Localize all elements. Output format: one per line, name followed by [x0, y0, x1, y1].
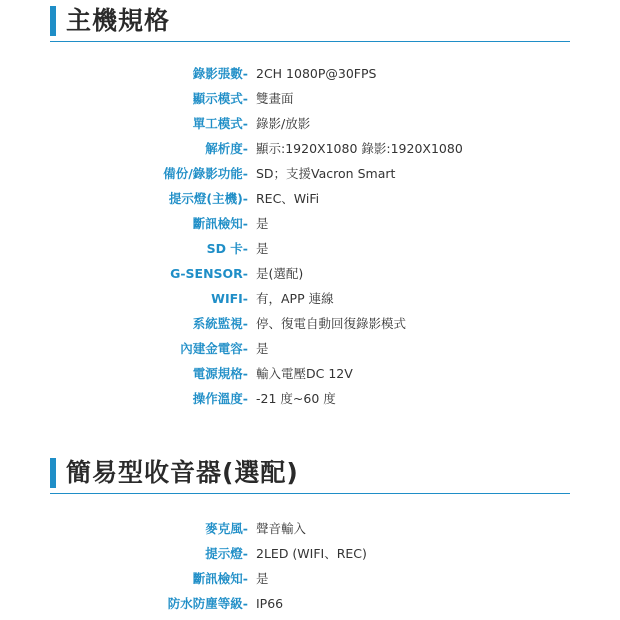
- spec-value: 停、復電自動回復錄影模式: [256, 316, 407, 331]
- spec-row: [0, 518, 620, 540]
- spec-value: REC、WiFi: [256, 191, 320, 206]
- spec-row: [0, 138, 620, 160]
- spec-row: [0, 288, 620, 310]
- spec-label: 備份/錄影功能-: [163, 166, 248, 181]
- spec-value: 是: [256, 341, 269, 356]
- spec-value: IP66: [256, 596, 284, 611]
- spec-row: [0, 593, 620, 615]
- spec-value: 是(選配): [256, 266, 304, 281]
- section-heading: [50, 4, 570, 40]
- heading-accent-bar: [50, 458, 56, 488]
- spec-row: [0, 338, 620, 360]
- spec-row: [0, 263, 620, 285]
- section-heading: [50, 456, 570, 492]
- spec-value: SD；支援Vacron Smart: [256, 166, 396, 181]
- spec-value: 2LED (WIFI、REC): [256, 546, 367, 561]
- spec-label: SD 卡-: [206, 241, 248, 256]
- spec-row: [0, 363, 620, 385]
- spec-value: 雙畫面: [256, 91, 294, 106]
- spec-label: 斷訊檢知-: [192, 571, 248, 586]
- spec-label: 防水防塵等級-: [167, 596, 248, 611]
- section-title: 主機規格: [66, 6, 171, 35]
- spec-label: 解析度-: [205, 141, 248, 156]
- spec-row: [0, 238, 620, 260]
- spec-label: 系統監視-: [192, 316, 248, 331]
- spec-value: 2CH 1080P@30FPS: [256, 66, 377, 81]
- spec-label: 斷訊檢知-: [192, 216, 248, 231]
- spec-label: 電源規格-: [192, 366, 248, 381]
- heading-underline: [50, 41, 570, 42]
- spec-value: 顯示:1920X1080 錄影:1920X1080: [256, 141, 463, 156]
- spec-value: 是: [256, 241, 269, 256]
- spec-row: [0, 188, 620, 210]
- spec-label: 提示燈-: [205, 546, 248, 561]
- heading-accent-bar: [50, 6, 56, 36]
- spec-value: -21 度~60 度: [256, 391, 336, 406]
- spec-row: [0, 113, 620, 135]
- spec-label: 提示燈(主機)-: [168, 191, 248, 206]
- spec-label: 單工模式-: [192, 116, 248, 131]
- spec-value: 輸入電壓DC 12V: [256, 366, 353, 381]
- spec-row: [0, 213, 620, 235]
- spec-label: 麥克風-: [205, 521, 248, 536]
- spec-value: 是: [256, 571, 269, 586]
- heading-underline: [50, 493, 570, 494]
- section-title: 簡易型收音器(選配): [66, 458, 299, 487]
- spec-value: 聲音輸入: [256, 521, 307, 536]
- spec-value: 是: [256, 216, 269, 231]
- spec-value: 錄影/放影: [256, 116, 311, 131]
- spec-row: [0, 568, 620, 590]
- spec-row: [0, 388, 620, 410]
- spec-label: 內建金電容-: [180, 341, 248, 356]
- spec-row: [0, 63, 620, 85]
- spec-label: WIFI-: [211, 291, 248, 306]
- spec-row: [0, 88, 620, 110]
- spec-label: 錄影張數-: [192, 66, 248, 81]
- spec-label: G-SENSOR-: [170, 266, 248, 281]
- spec-value: 有，APP 連線: [256, 291, 334, 306]
- spec-row: [0, 543, 620, 565]
- spec-label: 顯示模式-: [192, 91, 248, 106]
- spec-row: [0, 163, 620, 185]
- spec-label: 操作溫度-: [192, 391, 248, 406]
- spec-row: [0, 313, 620, 335]
